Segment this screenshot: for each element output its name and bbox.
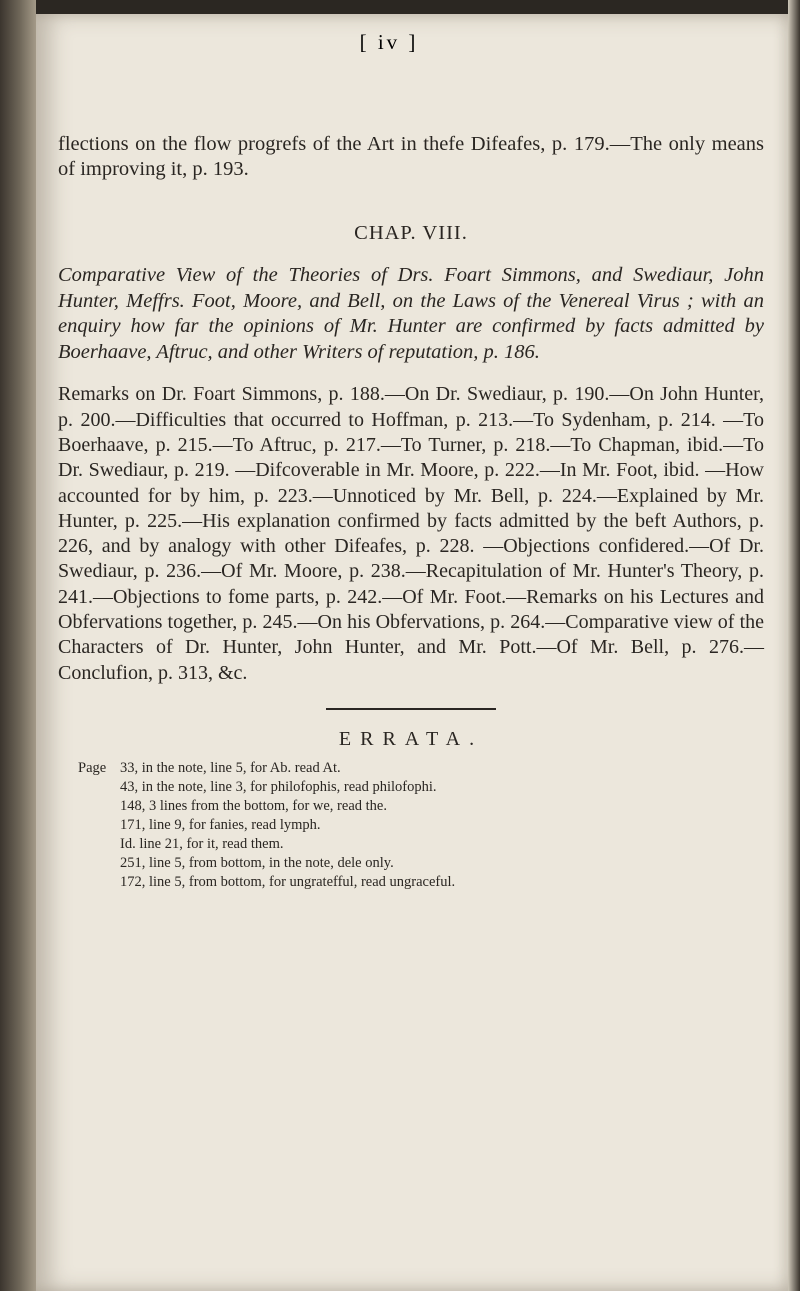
errata-entry xyxy=(78,759,764,778)
errata-text: 148, 3 lines from the bottom, for we, read the. xyxy=(120,797,387,814)
errata-entry xyxy=(78,778,764,797)
errata-label xyxy=(78,835,120,854)
errata-entry xyxy=(78,835,764,854)
intro-paragraph: flections on the flow progrefs of the Art in thefe Difeafes, p. 179.—The only means of improving it, p. 193. xyxy=(58,133,764,180)
errata-label xyxy=(78,873,120,892)
errata-text: 172, line 5, from bottom, for ungratefful, read ungraceful. xyxy=(120,873,456,890)
errata-text: Id. line 21, for it, read them. xyxy=(120,835,284,852)
errata-label xyxy=(78,778,120,797)
page-number: [ iv ] xyxy=(359,30,419,54)
right-edge xyxy=(788,0,800,1291)
errata-heading: ERRATA. xyxy=(338,727,484,750)
book-spine-edge xyxy=(0,0,36,1291)
divider-rule xyxy=(326,708,496,710)
errata-label xyxy=(78,816,120,835)
errata-entry xyxy=(78,873,764,892)
page-body xyxy=(58,132,764,892)
errata-text: 171, line 9, for fanies, read lymph. xyxy=(120,816,321,833)
errata-label xyxy=(78,797,120,816)
errata-text: 43, in the note, line 3, for philofophis, read philofophi. xyxy=(120,778,437,795)
errata-entry xyxy=(78,854,764,873)
errata-entry xyxy=(78,816,764,835)
errata-text: 33, in the note, line 5, for Ab. read At. xyxy=(120,759,341,776)
errata-text: 251, line 5, from bottom, in the note, dele only. xyxy=(120,854,394,871)
chapter-subtitle: Comparative View of the Theories of Drs. Foart Simmons, and Swediaur, John Hunter, Meffrs. Foot, Moore, and Bell, on the Laws of the Venereal Virus ; with an enquiry how far the opinions of Mr. Hunter are confirmed by facts admitted by Boerhaave, Aftruc, and other Writers of reputation, p. 186. xyxy=(58,264,764,363)
top-edge xyxy=(0,0,800,14)
chapter-heading: CHAP. VIII. xyxy=(354,222,468,244)
errata-label: Page xyxy=(78,759,107,776)
errata-list xyxy=(78,759,764,892)
chapter-contents: Remarks on Dr. Foart Simmons, p. 188.—On Dr. Swediaur, p. 190.—On John Hunter, p. 200.—Difficulties that occurred to Hoffman, p. 213.—To Sydenham, p. 214. —To Boerhaave, p. 215.—To Aftruc, p. 217.—To Turner, p. 218.—To Chapman, ibid.—To Dr. Swediaur, p. 219. —Difcoverable in Mr. Moore, p. 222.—In Mr. Foot, ibid. —How accounted for by him, p. 223.—Unnoticed by Mr. Bell, p. 224.—Explained by Mr. Hunter, p. 225.—His explanation confirmed by facts admitted by the beft Authors, p. 226, and by analogy with other Difeafes, p. 228. —Objections confidered.—Of Dr. Swediaur, p. 236.—Of Mr. Moore, p. 238.—Recapitulation of Mr. Hunter's Theory, p. 241.—Objections to fome parts, p. 242.—Of Mr. Foot.—Remarks on his Lectures and Obfervations together, p. 245.—On his Obfervations, p. 264.—Comparative view of the Characters of Dr. Hunter, John Hunter, and Mr. Pott.—Of Mr. Bell, p. 276.—Conclufion, p. 313, &c. xyxy=(58,383,764,684)
errata-label xyxy=(78,854,120,873)
book-page xyxy=(36,14,788,1291)
errata-entry xyxy=(78,797,764,816)
